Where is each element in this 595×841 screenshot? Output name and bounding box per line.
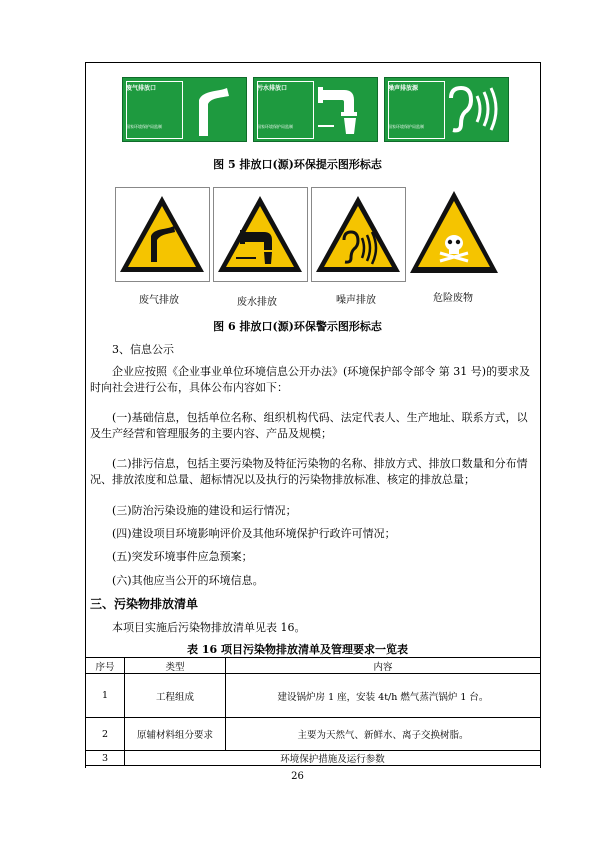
table-row <box>86 751 541 766</box>
header-cell: 内容 <box>226 658 541 674</box>
list-item: (三)防治污染设施的建设和运行情况； <box>112 504 297 517</box>
ear-noise-icon <box>445 82 503 137</box>
list-item: (六)其他应当公开的环境信息。 <box>112 574 264 587</box>
wastewater-warning-sign <box>213 187 308 282</box>
noise-warning-icon <box>312 188 405 281</box>
paragraph-main: 企业应按照《企业事业单位环境信息公开办法》(环境保护部令部令 第 31 号)的要求及时向社会进行公布，具体公布内容如下： <box>90 365 531 394</box>
warning-label-hazardous: 危险废物 <box>433 293 473 304</box>
sign-title: 噪声排放源 <box>388 85 419 92</box>
exhaust-warning-icon <box>116 188 209 281</box>
wastewater-warning-icon <box>214 188 307 281</box>
list-item: (五)突发环境事件应急预案； <box>112 550 253 563</box>
wastewater-outlet-sign <box>253 77 378 142</box>
section3-title: 3、信息公示 <box>112 343 174 356</box>
exhaust-chimney-icon <box>183 82 241 137</box>
page-number: 26 <box>291 771 304 782</box>
table-cell: 环境保护措施及运行参数 <box>125 751 541 766</box>
table-cell: 1 <box>86 674 125 718</box>
sign-footer: 国家环境保护局监制 <box>257 124 293 129</box>
sign-footer: 国家环境保护局监制 <box>388 124 424 129</box>
sign-footer: 国家环境保护局监制 <box>126 124 162 129</box>
figure5-caption: 图 5 排放口(源)环保提示图形标志 <box>213 158 382 171</box>
table-cell: 2 <box>86 718 125 751</box>
table-cell: 主要为天然气、新鲜水、离子交换树脂。 <box>226 718 541 751</box>
chapter-intro: 本项目实施后污染物排放清单见表 16。 <box>112 621 306 634</box>
noise-source-sign <box>384 77 509 142</box>
header-cell: 序号 <box>86 658 125 674</box>
noise-warning-sign <box>311 187 406 282</box>
table-cell: 工程组成 <box>125 674 226 718</box>
sign-title: 废气排放口 <box>126 85 157 92</box>
hazardous-waste-sign <box>408 187 501 280</box>
table-row <box>86 718 541 751</box>
table-header-row <box>86 658 541 674</box>
list-item: (二)排污信息，包括主要污染物及特征污染物的名称、排放方式、排放口数量和分布情况、排放浓度和总量、超标情况以及执行的污染物排放标准、核定的排放总量； <box>90 457 528 486</box>
table-cell: 建设锅炉房 1 座，安装 4t/h 燃气蒸汽锅炉 1 台。 <box>226 674 541 718</box>
exhaust-warning-sign <box>115 187 210 282</box>
warning-label-exhaust: 废气排放 <box>139 295 179 306</box>
table-cell: 原辅材料组分要求 <box>125 718 226 751</box>
table-row <box>86 674 541 718</box>
warning-label-noise: 噪声排放 <box>336 295 376 306</box>
figure6-caption: 图 6 排放口(源)环保警示图形标志 <box>213 320 382 333</box>
table-caption: 表 16 项目污染物排放清单及管理要求一览表 <box>187 643 408 656</box>
sign-title: 污水排放口 <box>257 85 288 92</box>
drain-pipe-icon <box>314 82 372 137</box>
warning-label-wastewater: 废水排放 <box>237 297 277 308</box>
list-item: (一)基础信息，包括单位名称、组织机构代码、法定代表人、生产地址、联系方式，以及生产经营和管理服务的主要内容、产品及规模； <box>90 411 528 440</box>
chapter-title: 三、污染物排放清单 <box>90 597 199 611</box>
emission-table <box>85 657 541 766</box>
header-cell: 类型 <box>125 658 226 674</box>
skull-hazard-icon <box>408 187 501 280</box>
list-item: (四)建设项目环境影响评价及其他环境保护行政许可情况； <box>112 527 396 540</box>
exhaust-outlet-sign <box>122 77 247 142</box>
table-cell: 3 <box>86 751 125 766</box>
